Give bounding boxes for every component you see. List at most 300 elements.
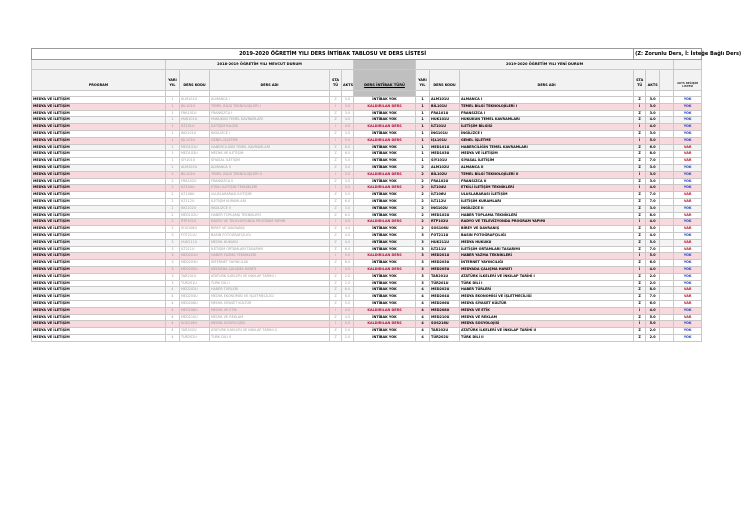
new-course-code-cell: BİL102U <box>430 171 460 178</box>
intibak-type-cell: İNTİBAK YOK <box>354 246 416 253</box>
empty-cell <box>660 253 674 260</box>
course-rows <box>32 97 702 342</box>
empty-cell <box>660 171 674 178</box>
header-program: PROGRAM <box>32 70 166 91</box>
program-cell: MEDYA VE İLETİŞİM <box>32 328 166 335</box>
old-course-name-cell: MEDYA VE REKLAM <box>210 314 330 321</box>
akts-change-cell: YOK <box>674 185 702 192</box>
new-course-name-cell: İNGİLİZCE II <box>460 205 634 212</box>
intibak-table <box>31 48 742 342</box>
program-cell: MEDYA VE İLETİŞİM <box>32 239 166 246</box>
program-cell: MEDYA VE İLETİŞİM <box>32 219 166 226</box>
new-akts-cell: 2.0 <box>646 328 660 335</box>
new-semester-cell: 1 <box>416 110 430 117</box>
old-akts-cell: 2.0 <box>342 273 354 280</box>
old-semester-cell: 4 <box>166 300 180 307</box>
new-status-cell: Z <box>634 178 646 185</box>
new-course-code-cell: MED206U <box>430 300 460 307</box>
akts-change-cell: YOK <box>674 137 702 144</box>
program-cell: MEDYA VE İLETİŞİM <box>32 307 166 314</box>
new-akts-cell: 7.0 <box>646 294 660 301</box>
empty-cell <box>660 219 674 226</box>
new-akts-cell: 3.0 <box>646 130 660 137</box>
new-semester-cell: 4 <box>416 314 430 321</box>
old-semester-cell: 2 <box>166 185 180 192</box>
new-status-cell: Z <box>634 198 646 205</box>
old-course-code-cell: MED204U <box>180 294 210 301</box>
old-course-code-cell: TAR201U <box>180 273 210 280</box>
sheet-title: 2019-2020 ÖĞRETİM YILI DERS İNTİBAK TABLOSU VE DERS LİSTESİ <box>32 49 634 60</box>
akts-change-cell: YOK <box>674 307 702 314</box>
new-course-code-cell: İNG101U <box>430 130 460 137</box>
old-course-name-cell: MEDYA VE ETİK <box>210 307 330 314</box>
new-course-name-cell: ATATÜRK İLKELERİ VE İNKILAP TARİHİ II <box>460 328 634 335</box>
intibak-type-cell: KALDIRILAN DERS <box>354 103 416 110</box>
old-course-code-cell: MED102U <box>180 212 210 219</box>
program-cell: MEDYA VE İLETİŞİM <box>32 300 166 307</box>
new-course-code-cell: MED201U <box>430 253 460 260</box>
new-course-code-cell: İLT104U <box>430 185 460 192</box>
old-akts-cell: 3.0 <box>342 171 354 178</box>
empty-cell <box>660 158 674 165</box>
intibak-type-cell: KALDIRILAN DERS <box>354 171 416 178</box>
old-course-name-cell: HABER YAZMA TEKNİKLERİ <box>210 253 330 260</box>
new-akts-cell: 7.0 <box>646 246 660 253</box>
new-status-cell: İ <box>634 124 646 131</box>
new-semester-cell: 2 <box>416 178 430 185</box>
new-semester-cell: 4 <box>416 294 430 301</box>
new-course-name-cell: SİYASAL İLETİŞİM <box>460 158 634 165</box>
old-akts-cell: 4.0 <box>342 226 354 233</box>
table-row <box>32 205 702 212</box>
table-row <box>32 117 702 124</box>
program-cell: MEDYA VE İLETİŞİM <box>32 192 166 199</box>
akts-change-cell: VAR <box>674 246 702 253</box>
empty-cell <box>660 300 674 307</box>
old-course-code-cell: HUK211U <box>180 239 210 246</box>
old-course-name-cell: ATATÜRK İLKELERİ VE İNKILAP TARİHİ II <box>210 328 330 335</box>
old-akts-cell: 4.0 <box>342 117 354 124</box>
old-status-cell: Z <box>330 273 342 280</box>
new-course-code-cell: FOT211U <box>430 232 460 239</box>
old-akts-cell: 2.0 <box>342 280 354 287</box>
old-course-name-cell: İLETİŞİM KURAMLARI <box>210 198 330 205</box>
new-status-cell: Z <box>634 164 646 171</box>
empty-cell <box>660 178 674 185</box>
table-row <box>32 239 702 246</box>
new-semester-cell: 4 <box>416 287 430 294</box>
new-semester-cell: 3 <box>416 232 430 239</box>
old-akts-cell: 3.0 <box>342 205 354 212</box>
old-status-cell: İ <box>330 171 342 178</box>
old-semester-cell: 4 <box>166 307 180 314</box>
program-cell: MEDYA VE İLETİŞİM <box>32 185 166 192</box>
old-course-code-cell: İLT211U <box>180 246 210 253</box>
old-course-name-cell: MEDYA HUKUKU <box>210 239 330 246</box>
old-semester-cell: 2 <box>166 226 180 233</box>
new-akts-cell: 7.0 <box>646 192 660 199</box>
program-cell: MEDYA VE İLETİŞİM <box>32 266 166 273</box>
new-semester-cell: 3 <box>416 280 430 287</box>
section-old-title: 2018-2019 ÖĞRETİM YILI MEVCUT DURUM <box>166 60 354 70</box>
new-status-cell: Z <box>634 151 646 158</box>
new-status-cell: Z <box>634 273 646 280</box>
new-course-name-cell: İLETİŞİM BİLGİSİ <box>460 124 634 131</box>
new-course-code-cell: TAR202U <box>430 328 460 335</box>
old-akts-cell: 6.0 <box>342 260 354 267</box>
new-akts-cell: 2.0 <box>646 273 660 280</box>
old-course-name-cell: GENEL İŞLETME <box>210 137 330 144</box>
akts-change-cell: VAR <box>674 212 702 219</box>
new-course-name-cell: MEDYADA ÇALIŞMA HAYATI <box>460 266 634 273</box>
old-course-code-cell: MED203U <box>180 260 210 267</box>
table-row <box>32 273 702 280</box>
old-course-code-cell: HUK101U <box>180 117 210 124</box>
new-status-cell: İ <box>634 103 646 110</box>
new-semester-cell: 1 <box>416 130 430 137</box>
old-status-cell: Z <box>330 110 342 117</box>
intibak-type-cell: İNTİBAK YOK <box>354 328 416 335</box>
intibak-type-cell: KALDIRILAN DERS <box>354 185 416 192</box>
header-akts-degisim: AKTS DEĞİŞİM LİSTESİ <box>674 70 702 91</box>
old-akts-cell: 3.0 <box>342 130 354 137</box>
old-course-name-cell: HABERCİLİĞİN TEMEL KAVRAMLARI <box>210 144 330 151</box>
new-semester-cell: 1 <box>416 117 430 124</box>
program-cell: MEDYA VE İLETİŞİM <box>32 321 166 328</box>
empty-cell <box>660 260 674 267</box>
program-cell: MEDYA VE İLETİŞİM <box>32 280 166 287</box>
old-akts-cell: 6.0 <box>342 144 354 151</box>
header-intibak-turu: DERS İNTİBAK TÜRÜ <box>354 70 416 91</box>
old-course-name-cell: İLETİŞİM ORTAMLARI TASARIMI <box>210 246 330 253</box>
new-akts-cell: 3.0 <box>646 103 660 110</box>
program-cell: MEDYA VE İLETİŞİM <box>32 226 166 233</box>
intibak-type-cell: İNTİBAK YOK <box>354 273 416 280</box>
new-status-cell: İ <box>634 266 646 273</box>
new-course-name-cell: TEMEL BİLGİ TEKNOLOJİLERİ II <box>460 171 634 178</box>
new-semester-cell: 3 <box>416 253 430 260</box>
old-course-code-cell: SOS216U <box>180 321 210 328</box>
intibak-type-cell: KALDIRILAN DERS <box>354 219 416 226</box>
new-status-cell: Z <box>634 192 646 199</box>
new-course-code-cell: TÜR202U <box>430 334 460 341</box>
new-course-name-cell: GENEL İŞLETME <box>460 137 634 144</box>
intibak-sheet <box>31 48 742 342</box>
new-course-name-cell: İLETİŞİM ORTAMLARI TASARIMI <box>460 246 634 253</box>
old-akts-cell: 4.0 <box>342 307 354 314</box>
empty-cell <box>660 198 674 205</box>
new-course-name-cell: ALMANCA I <box>460 97 634 104</box>
old-course-name-cell: RADYO VE TELEVİZYONDA PROGRAM YAPIMI <box>210 219 330 226</box>
new-semester-cell: 2 <box>416 219 430 226</box>
old-course-name-cell: TEMEL BİLGİ TEKNOLOJİLERİ I <box>210 103 330 110</box>
intibak-type-cell: KALDIRILAN DERS <box>354 307 416 314</box>
old-semester-cell: 1 <box>166 151 180 158</box>
old-course-code-cell: TÜR201U <box>180 280 210 287</box>
old-course-code-cell: BİL102U <box>180 171 210 178</box>
old-akts-cell: 5.0 <box>342 321 354 328</box>
akts-change-cell: YOK <box>674 117 702 124</box>
new-akts-cell: 3.0 <box>646 97 660 104</box>
program-cell: MEDYA VE İLETİŞİM <box>32 158 166 165</box>
old-semester-cell: 3 <box>166 260 180 267</box>
table-row <box>32 219 702 226</box>
old-status-cell: Z <box>330 130 342 137</box>
empty-cell <box>660 246 674 253</box>
old-status-cell: Z <box>330 97 342 104</box>
old-akts-cell: 5.0 <box>342 137 354 144</box>
table-row <box>32 287 702 294</box>
old-semester-cell: 1 <box>166 117 180 124</box>
new-status-cell: İ <box>634 219 646 226</box>
old-status-cell: Z <box>330 287 342 294</box>
new-status-cell: Z <box>634 328 646 335</box>
table-row <box>32 185 702 192</box>
old-semester-cell: 1 <box>166 130 180 137</box>
new-course-code-cell: İLT106U <box>430 192 460 199</box>
new-course-code-cell: MED210U <box>430 314 460 321</box>
new-semester-cell: 3 <box>416 239 430 246</box>
header-new-yari-yil: YARI YIL <box>416 70 430 91</box>
old-akts-cell: 5.0 <box>342 253 354 260</box>
old-semester-cell: 3 <box>166 266 180 273</box>
empty-cell <box>660 334 674 341</box>
akts-change-cell: YOK <box>674 232 702 239</box>
intibak-type-cell: İNTİBAK YOK <box>354 110 416 117</box>
table-row <box>32 97 702 104</box>
old-course-name-cell: MEDYA SOSYOLOJİSİ <box>210 321 330 328</box>
new-akts-cell: 8.0 <box>646 151 660 158</box>
program-cell: MEDYA VE İLETİŞİM <box>32 260 166 267</box>
header-akts: AKTS <box>342 70 354 91</box>
program-cell: MEDYA VE İLETİŞİM <box>32 151 166 158</box>
old-course-code-cell: MED101U <box>180 144 210 151</box>
akts-change-cell: YOK <box>674 178 702 185</box>
new-akts-cell: 5.0 <box>646 226 660 233</box>
new-course-code-cell: FRA102U <box>430 178 460 185</box>
table-row <box>32 212 702 219</box>
new-semester-cell: 1 <box>416 158 430 165</box>
program-cell: MEDYA VE İLETİŞİM <box>32 103 166 110</box>
old-course-code-cell: MED202U <box>180 287 210 294</box>
old-status-cell: Z <box>330 294 342 301</box>
empty-cell <box>660 164 674 171</box>
old-course-code-cell: İŞL101U <box>180 137 210 144</box>
old-status-cell: Z <box>330 239 342 246</box>
table-row <box>32 151 702 158</box>
intibak-type-cell: İNTİBAK YOK <box>354 226 416 233</box>
old-course-name-cell: TÜRK DİLİ II <box>210 334 330 341</box>
new-course-code-cell: SOS106U <box>430 226 460 233</box>
old-course-name-cell: ETKİLİ İLETİŞİM TEKNİKLERİ <box>210 185 330 192</box>
title-row <box>32 49 702 60</box>
old-semester-cell: 4 <box>166 321 180 328</box>
old-akts-cell: 4.0 <box>342 232 354 239</box>
old-course-code-cell: İLT101U <box>180 124 210 131</box>
program-cell: MEDYA VE İLETİŞİM <box>32 171 166 178</box>
old-semester-cell: 1 <box>166 97 180 104</box>
empty-cell <box>660 321 674 328</box>
new-semester-cell: 3 <box>416 266 430 273</box>
intibak-type-cell: İNTİBAK YOK <box>354 164 416 171</box>
old-semester-cell: 3 <box>166 280 180 287</box>
empty-cell <box>660 287 674 294</box>
akts-change-cell: VAR <box>674 158 702 165</box>
old-semester-cell: 2 <box>166 205 180 212</box>
new-akts-cell: 4.0 <box>646 266 660 273</box>
intibak-type-cell: İNTİBAK YOK <box>354 205 416 212</box>
old-akts-cell: 6.0 <box>342 287 354 294</box>
table-row <box>32 314 702 321</box>
new-course-name-cell: İNGİLİZCE I <box>460 130 634 137</box>
old-akts-cell: 6.0 <box>342 151 354 158</box>
new-course-code-cell: İNG102U <box>430 205 460 212</box>
old-course-name-cell: ALMANCA II <box>210 164 330 171</box>
new-status-cell: Z <box>634 239 646 246</box>
table-row <box>32 178 702 185</box>
new-semester-cell: 4 <box>416 334 430 341</box>
new-status-cell: Z <box>634 232 646 239</box>
new-akts-cell: 6.0 <box>646 300 660 307</box>
new-semester-cell: 4 <box>416 307 430 314</box>
intibak-type-cell: İNTİBAK YOK <box>354 178 416 185</box>
old-semester-cell: 4 <box>166 334 180 341</box>
old-semester-cell: 1 <box>166 158 180 165</box>
akts-change-cell: YOK <box>674 110 702 117</box>
new-status-cell: Z <box>634 294 646 301</box>
new-course-code-cell: MED101U <box>430 144 460 151</box>
table-row <box>32 137 702 144</box>
header-new-ders-adi: DERS ADI <box>460 70 634 91</box>
old-course-name-cell: MEDYADA ÇALIŞMA HAYATI <box>210 266 330 273</box>
akts-change-cell: YOK <box>674 219 702 226</box>
header-ders-kodu: DERS KODU <box>180 70 210 91</box>
new-course-name-cell: HABERCİLİĞİN TEMEL KAVRAMLARI <box>460 144 634 151</box>
new-status-cell: İ <box>634 253 646 260</box>
akts-change-cell: VAR <box>674 239 702 246</box>
old-semester-cell: 4 <box>166 328 180 335</box>
new-course-name-cell: TEMEL BİLGİ TEKNOLOJİLERİ I <box>460 103 634 110</box>
old-status-cell: Z <box>330 226 342 233</box>
akts-change-cell: YOK <box>674 328 702 335</box>
old-status-cell: Z <box>330 164 342 171</box>
intibak-type-cell: KALDIRILAN DERS <box>354 253 416 260</box>
akts-change-cell: YOK <box>674 103 702 110</box>
old-akts-cell: 2.0 <box>342 328 354 335</box>
akts-change-cell: VAR <box>674 151 702 158</box>
old-akts-cell: 6.0 <box>342 294 354 301</box>
table-row <box>32 103 702 110</box>
new-semester-cell: 1 <box>416 97 430 104</box>
empty-cell <box>660 117 674 124</box>
intibak-type-cell: İNTİBAK YOK <box>354 212 416 219</box>
new-status-cell: İ <box>634 321 646 328</box>
table-row <box>32 260 702 267</box>
header-statu: STA TÜ <box>330 70 342 91</box>
akts-change-cell: VAR <box>674 226 702 233</box>
intibak-type-cell: İNTİBAK YOK <box>354 144 416 151</box>
table-row <box>32 130 702 137</box>
empty-cell <box>660 226 674 233</box>
empty-cell <box>660 307 674 314</box>
new-course-name-cell: HABER TÜRLERİ <box>460 287 634 294</box>
new-course-name-cell: ULUSLARARASI İLETİŞİM <box>460 192 634 199</box>
old-course-code-cell: FOT211U <box>180 232 210 239</box>
new-status-cell: Z <box>634 287 646 294</box>
new-semester-cell: 1 <box>416 137 430 144</box>
old-course-name-cell: ATATÜRK İLKELERİ VE İNKILAP TARİHİ I <box>210 273 330 280</box>
old-akts-cell: 4.0 <box>342 124 354 131</box>
new-course-name-cell: MEDYA EKONOMİSİ VE İŞLETMECİLİĞİ <box>460 294 634 301</box>
intibak-type-cell: İNTİBAK YOK <box>354 117 416 124</box>
old-semester-cell: 2 <box>166 171 180 178</box>
old-akts-cell: 3.0 <box>342 178 354 185</box>
old-akts-cell: 5.0 <box>342 192 354 199</box>
old-course-name-cell: BASIN FOTOĞRAFÇILIĞI <box>210 232 330 239</box>
program-cell: MEDYA VE İLETİŞİM <box>32 137 166 144</box>
old-akts-cell: 2.0 <box>342 334 354 341</box>
new-semester-cell: 1 <box>416 124 430 131</box>
old-course-code-cell: İLT112U <box>180 198 210 205</box>
empty-cell <box>660 273 674 280</box>
old-semester-cell: 2 <box>166 192 180 199</box>
new-course-code-cell: MED204U <box>430 294 460 301</box>
old-status-cell: Z <box>330 205 342 212</box>
old-course-code-cell: FRA102U <box>180 178 210 185</box>
table-row <box>32 226 702 233</box>
table-row <box>32 171 702 178</box>
old-course-name-cell: MEDYA VE İLETİŞİM <box>210 151 330 158</box>
table-row <box>32 280 702 287</box>
header-new-statu: STA TÜ <box>634 70 646 91</box>
akts-change-cell: YOK <box>674 280 702 287</box>
empty-cell <box>660 314 674 321</box>
old-course-code-cell: MED205U <box>180 266 210 273</box>
new-akts-cell: 5.0 <box>646 321 660 328</box>
new-semester-cell: 2 <box>416 164 430 171</box>
table-row <box>32 300 702 307</box>
program-cell: MEDYA VE İLETİŞİM <box>32 144 166 151</box>
table-row <box>32 158 702 165</box>
old-status-cell: Z <box>330 246 342 253</box>
old-course-code-cell: İLT104U <box>180 185 210 192</box>
old-semester-cell: 1 <box>166 144 180 151</box>
new-status-cell: Z <box>634 158 646 165</box>
old-course-name-cell: İNTERNET YAYINCILIĞI <box>210 260 330 267</box>
new-semester-cell: 4 <box>416 300 430 307</box>
intibak-type-cell: KALDIRILAN DERS <box>354 266 416 273</box>
old-status-cell: Z <box>330 314 342 321</box>
new-course-name-cell: TÜRK DİLİ I <box>460 280 634 287</box>
new-status-cell: İ <box>634 185 646 192</box>
intibak-type-cell: İNTİBAK YOK <box>354 239 416 246</box>
old-akts-cell: 3.0 <box>342 164 354 171</box>
empty-cell <box>660 266 674 273</box>
intibak-type-cell: İNTİBAK YOK <box>354 260 416 267</box>
new-status-cell: Z <box>634 97 646 104</box>
old-status-cell: Z <box>330 158 342 165</box>
empty-cell <box>660 103 674 110</box>
akts-change-cell: VAR <box>674 287 702 294</box>
program-cell: MEDYA VE İLETİŞİM <box>32 130 166 137</box>
new-akts-cell: 3.0 <box>646 171 660 178</box>
old-status-cell: İ <box>330 103 342 110</box>
new-semester-cell: 2 <box>416 226 430 233</box>
new-course-code-cell: MED102U <box>430 212 460 219</box>
old-akts-cell: 5.0 <box>342 300 354 307</box>
empty-cell <box>660 144 674 151</box>
akts-change-cell: YOK <box>674 260 702 267</box>
